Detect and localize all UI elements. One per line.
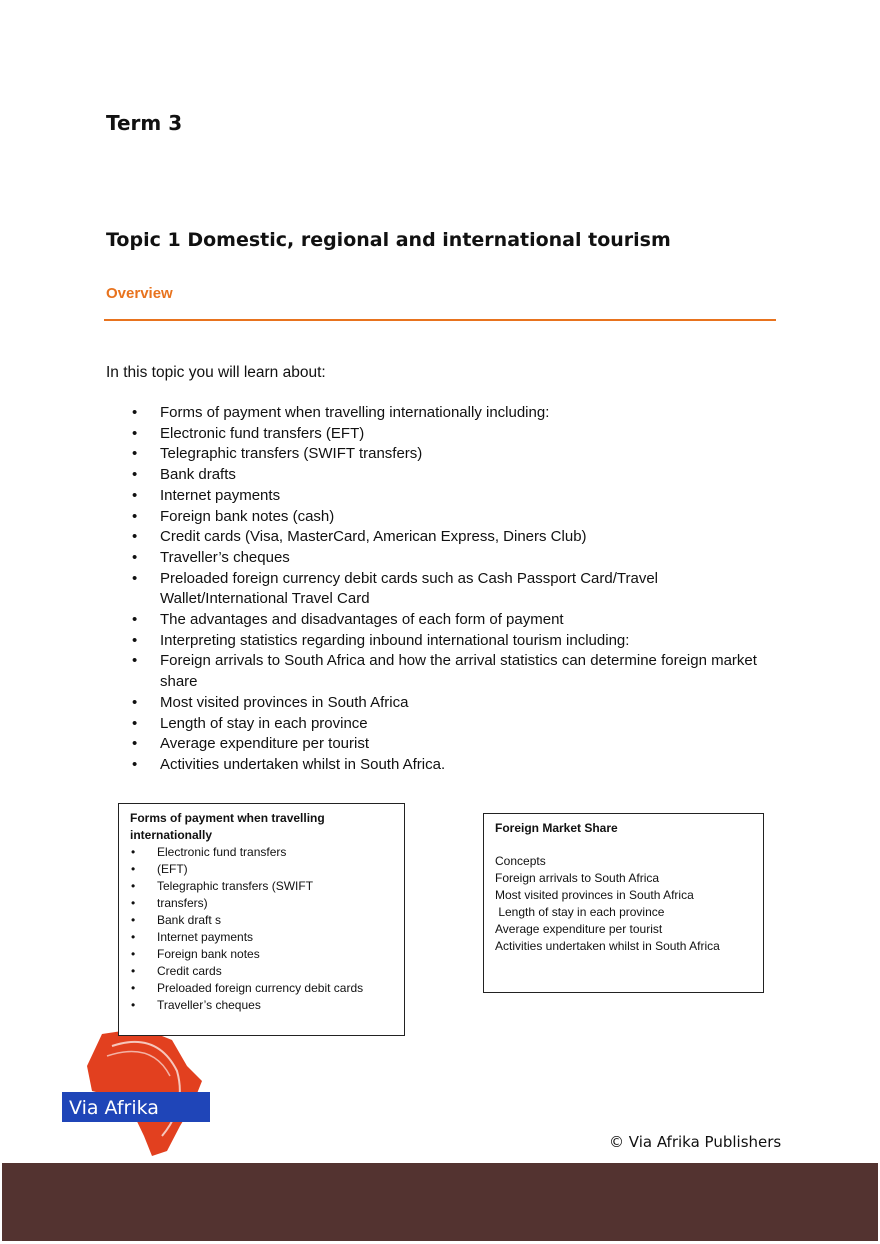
box-item: • Traveller’s cheques [130, 997, 393, 1014]
list-item: • Activities undertaken whilst in South Africa. [130, 755, 790, 776]
list-item: • Electronic fund transfers (EFT) [130, 424, 790, 445]
list-item: • Length of stay in each province [130, 714, 790, 735]
box-item: • Credit cards [130, 963, 393, 980]
list-item: • Interpreting statistics regarding inbound international tourism including: [130, 631, 790, 652]
via-afrika-logo [62, 1026, 212, 1158]
box-line: Average expenditure per tourist [495, 922, 663, 936]
box-item: • Bank draft s [130, 912, 393, 929]
footer-band [2, 1163, 878, 1241]
box-item: • Foreign bank notes [130, 946, 393, 963]
term-heading: Term 3 [106, 111, 183, 135]
list-item: • Preloaded foreign currency debit cards such as Cash Passport Card/Travel Wallet/International Travel Card [130, 569, 790, 610]
topic-title: Topic 1 Domestic, regional and international tourism [106, 229, 671, 251]
payment-forms-box [118, 803, 405, 1036]
list-item: • Average expenditure per tourist [130, 734, 790, 755]
box-line: Activities undertaken whilst in South Africa [495, 939, 720, 953]
list-item: • Most visited provinces in South Africa [130, 693, 790, 714]
list-item: • Telegraphic transfers (SWIFT transfers) [130, 444, 790, 465]
box-title: Forms of payment when travelling internationally [130, 811, 325, 842]
box-line: Concepts [495, 854, 546, 868]
box-item: • Preloaded foreign currency debit cards [130, 980, 393, 997]
list-item: • Traveller’s cheques [130, 548, 790, 569]
copyright: © Via Afrika Publishers [609, 1133, 782, 1151]
box-item: • transfers) [130, 895, 393, 912]
box-title: Foreign Market Share [495, 821, 618, 835]
list-item: • Foreign arrivals to South Africa and how the arrival statistics can determine foreign market share [130, 651, 790, 692]
box-line: Most visited provinces in South Africa [495, 888, 694, 902]
list-item: • Foreign bank notes (cash) [130, 507, 790, 528]
list-item: • Bank drafts [130, 465, 790, 486]
box-item: • Telegraphic transfers (SWIFT [130, 878, 393, 895]
box-item: • (EFT) [130, 861, 393, 878]
overview-heading: Overview [106, 285, 173, 302]
intro-text: In this topic you will learn about: [106, 364, 326, 381]
divider [104, 319, 776, 321]
list-item: • The advantages and disadvantages of each form of payment [130, 610, 790, 631]
list-item: • Internet payments [130, 486, 790, 507]
market-share-box [483, 813, 764, 993]
topic-list [130, 403, 790, 776]
list-item: • Credit cards (Visa, MasterCard, American Express, Diners Club) [130, 527, 790, 548]
svg-text:Via Afrika: Via Afrika [69, 1097, 159, 1119]
box-line: Length of stay in each province [495, 905, 665, 919]
box-line: Foreign arrivals to South Africa [495, 871, 660, 885]
list-item: • Forms of payment when travelling internationally including: [130, 403, 790, 424]
box-item: • Electronic fund transfers [130, 844, 393, 861]
box-item: • Internet payments [130, 929, 393, 946]
